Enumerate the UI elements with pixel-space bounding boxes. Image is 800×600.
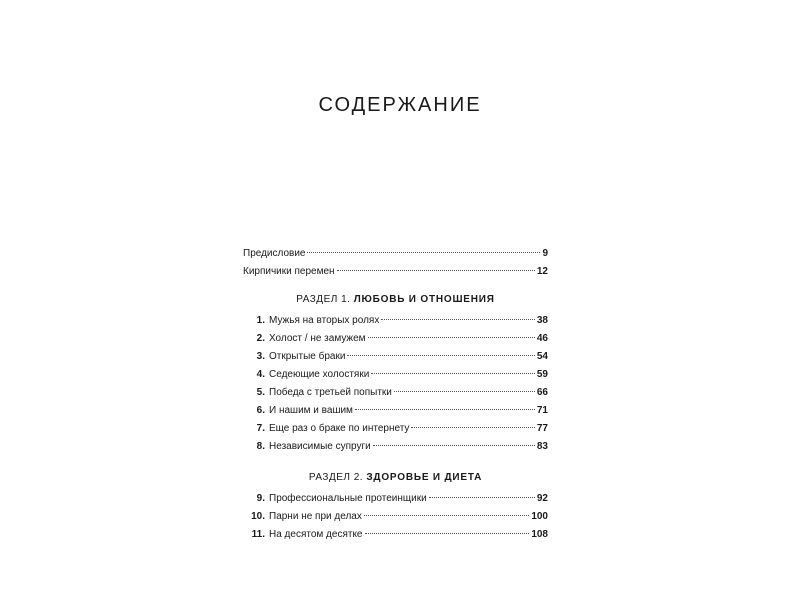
toc-entry-label: Предисловие [243, 248, 306, 259]
toc-entry-label: Победа с третьей попытки [269, 387, 392, 398]
toc-entry-number: 11. [251, 529, 265, 540]
toc-entry-label: Холост / не замужем [269, 333, 366, 344]
dot-leader [394, 391, 535, 392]
dot-leader [411, 427, 534, 428]
dot-leader [371, 373, 535, 374]
toc-entry-number: 9. [256, 493, 265, 504]
section-prefix: РАЗДЕЛ 2. [308, 472, 364, 483]
toc-entry-label: Еще раз о браке по интернету [269, 423, 410, 434]
toc-entry-label: Седеющие холостяки [269, 369, 370, 380]
toc-entry-label: Кирпичики перемен [243, 266, 335, 277]
toc-entry-page: 46 [536, 333, 548, 344]
toc-entry[interactable] [243, 438, 548, 456]
section-name: ЛЮБОВЬ И ОТНОШЕНИЯ [353, 294, 495, 305]
toc-entry-page: 66 [536, 387, 548, 398]
toc-entry-page: 108 [531, 529, 548, 540]
dot-leader [355, 409, 535, 410]
toc-entry-page: 59 [536, 369, 548, 380]
toc-entry-page: 77 [536, 423, 548, 434]
toc-entry-number: 5. [256, 387, 265, 398]
toc-entry-number: 1. [256, 315, 265, 326]
section-name: ЗДОРОВЬЕ И ДИЕТА [366, 472, 483, 483]
toc-entry-label: Парни не при делах [269, 511, 362, 522]
toc-entry[interactable] [243, 330, 548, 348]
toc-entry[interactable] [243, 526, 548, 544]
dot-leader [381, 319, 535, 320]
toc-entry-number: 2. [256, 333, 265, 344]
toc-entry-number: 7. [256, 423, 265, 434]
dot-leader [373, 445, 535, 446]
toc-entry-number: 6. [256, 405, 265, 416]
toc-entry[interactable] [243, 490, 548, 508]
toc-entry-page: 38 [536, 315, 548, 326]
section-heading-2 [243, 468, 548, 488]
toc-entry-bricks[interactable] [243, 263, 548, 281]
dot-leader [364, 515, 529, 516]
toc-entry-page: 92 [536, 493, 548, 504]
toc-entry[interactable] [243, 312, 548, 330]
toc-entry-preface[interactable] [243, 245, 548, 263]
toc-entry[interactable] [243, 402, 548, 420]
table-of-contents [243, 245, 548, 544]
toc-entry-page: 71 [536, 405, 548, 416]
toc-entry-number: 8. [256, 441, 265, 452]
toc-entry-page: 54 [536, 351, 548, 362]
toc-entry-number: 10. [251, 511, 265, 522]
toc-entry-label: Профессиональные протеинщики [269, 493, 427, 504]
toc-entry-label: Открытые браки [269, 351, 346, 362]
dot-leader [347, 355, 534, 356]
dot-leader [307, 252, 540, 253]
toc-entry-label: На десятом десятке [269, 529, 363, 540]
toc-entry-number: 4. [256, 369, 265, 380]
toc-entry[interactable] [243, 508, 548, 526]
toc-entry-label: Мужья на вторых ролях [269, 315, 380, 326]
toc-entry-page: 9 [542, 248, 548, 259]
toc-entry[interactable] [243, 348, 548, 366]
toc-entry-label: И нашим и вашим [269, 405, 353, 416]
toc-entry-label: Независимые супруги [269, 441, 371, 452]
toc-entry-page: 83 [536, 441, 548, 452]
section-prefix: РАЗДЕЛ 1. [296, 294, 351, 305]
toc-entry[interactable] [243, 420, 548, 438]
toc-entry-number: 3. [256, 351, 265, 362]
dot-leader [337, 270, 535, 271]
section-heading-1 [243, 290, 548, 310]
toc-entry-page: 100 [531, 511, 548, 522]
toc-entry[interactable] [243, 384, 548, 402]
toc-entry[interactable] [243, 366, 548, 384]
dot-leader [365, 533, 530, 534]
toc-entry-page: 12 [536, 266, 548, 277]
page-title: СОДЕРЖАНИЕ [318, 94, 482, 116]
dot-leader [429, 497, 535, 498]
dot-leader [368, 337, 535, 338]
